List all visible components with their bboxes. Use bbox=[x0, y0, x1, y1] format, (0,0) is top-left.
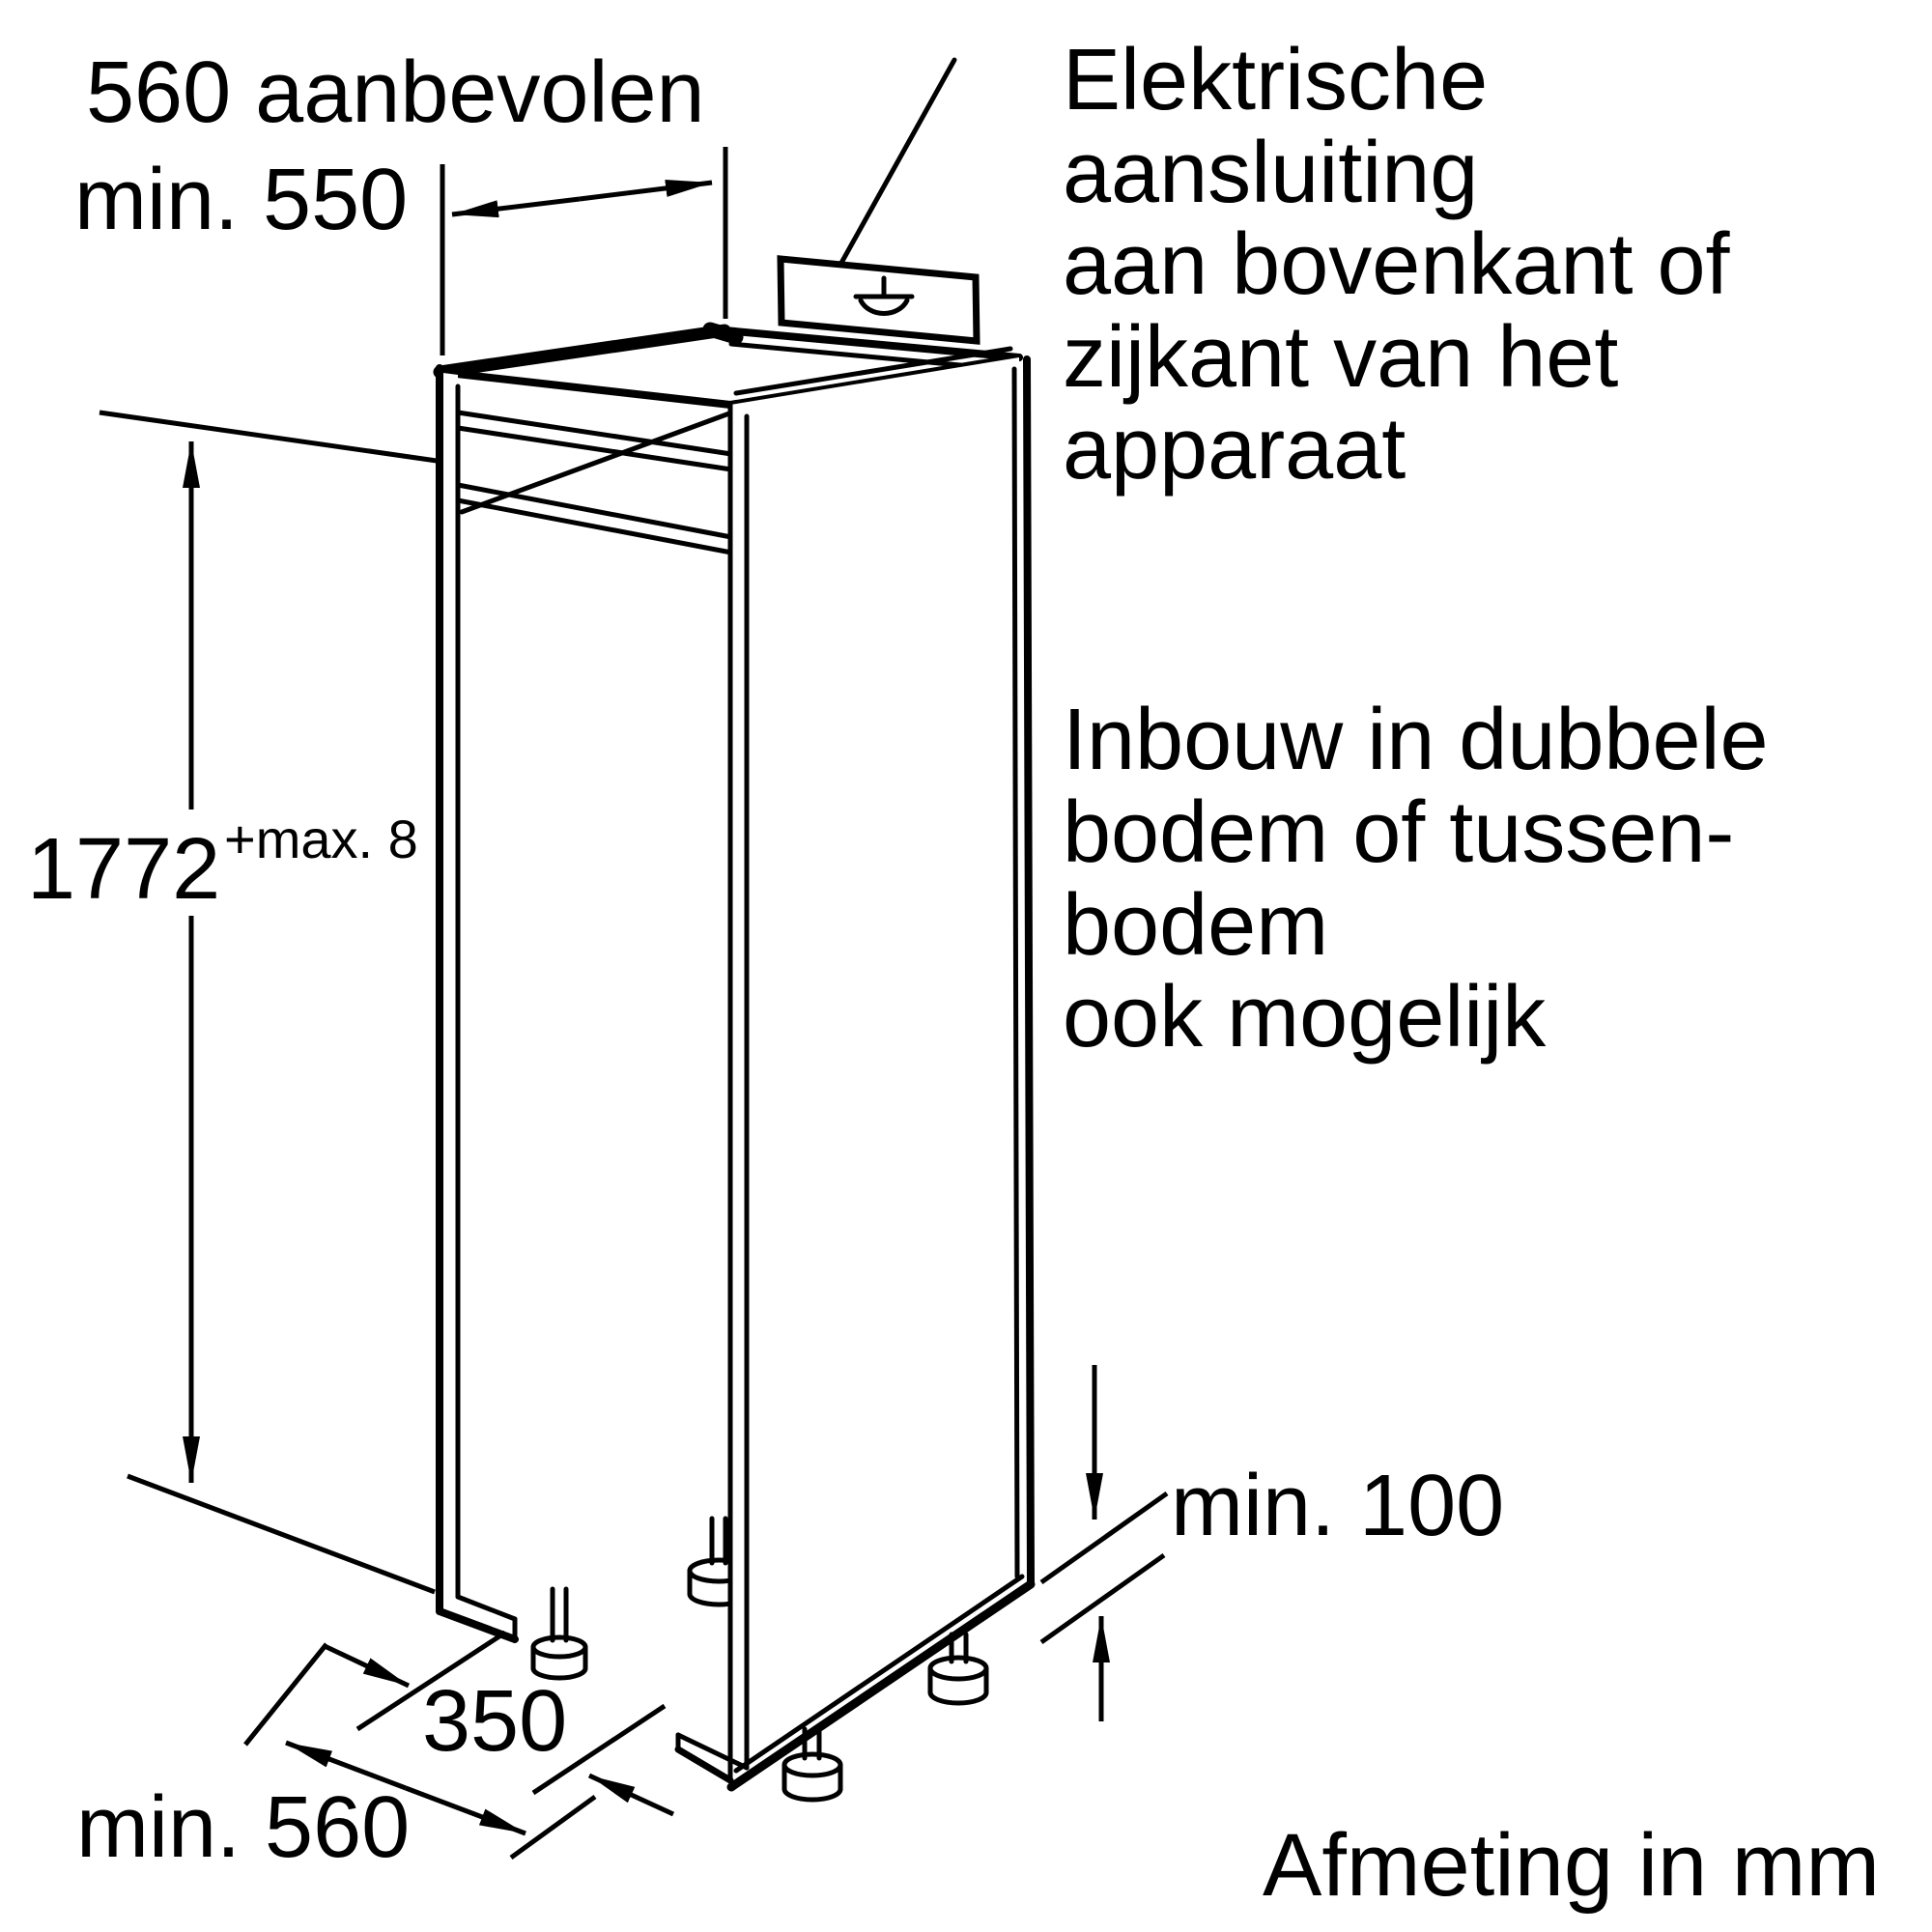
label-cutout-width: 350 bbox=[422, 1673, 568, 1770]
electrical-note-line-2: aansluiting bbox=[1063, 125, 1479, 221]
label-top-width-recommended: 560 aanbevolen bbox=[86, 44, 705, 141]
installation-note-line-1: Inbouw in dubbele bbox=[1063, 692, 1769, 788]
installation-note-line-3: bodem bbox=[1063, 877, 1329, 974]
niche-top-rail bbox=[458, 412, 731, 553]
installation-note-line-4: ook mogelijk bbox=[1063, 969, 1547, 1065]
label-base-clearance-min: min. 100 bbox=[1171, 1458, 1505, 1554]
niche-right-panel bbox=[730, 357, 1031, 1787]
label-depth-min: min. 560 bbox=[76, 1779, 411, 1876]
electrical-note-line-1: Elektrische bbox=[1063, 32, 1489, 128]
height-dimension bbox=[99, 412, 437, 1592]
label-height-tolerance: +max. 8 bbox=[224, 809, 418, 869]
niche-left-stile bbox=[436, 368, 515, 1639]
label-height-value: 1772 bbox=[27, 821, 221, 918]
rear-left-foot-icon bbox=[533, 1589, 585, 1678]
label-units-note: Afmeting in mm bbox=[1263, 1816, 1881, 1915]
niche-drawing bbox=[436, 60, 1031, 1800]
electrical-note-line-5: apparaat bbox=[1063, 401, 1406, 497]
electrical-note-line-3: aan bovenkant of bbox=[1063, 216, 1730, 313]
label-top-width-min: min. 550 bbox=[74, 152, 409, 248]
top-width-dimension bbox=[442, 147, 725, 355]
clearance-dimension bbox=[1041, 1365, 1167, 1721]
electrical-note-line-4: zijkant van het bbox=[1063, 309, 1619, 406]
electrical-connection-box bbox=[781, 60, 977, 341]
installation-note-line-2: bodem of tussen- bbox=[1063, 784, 1735, 881]
